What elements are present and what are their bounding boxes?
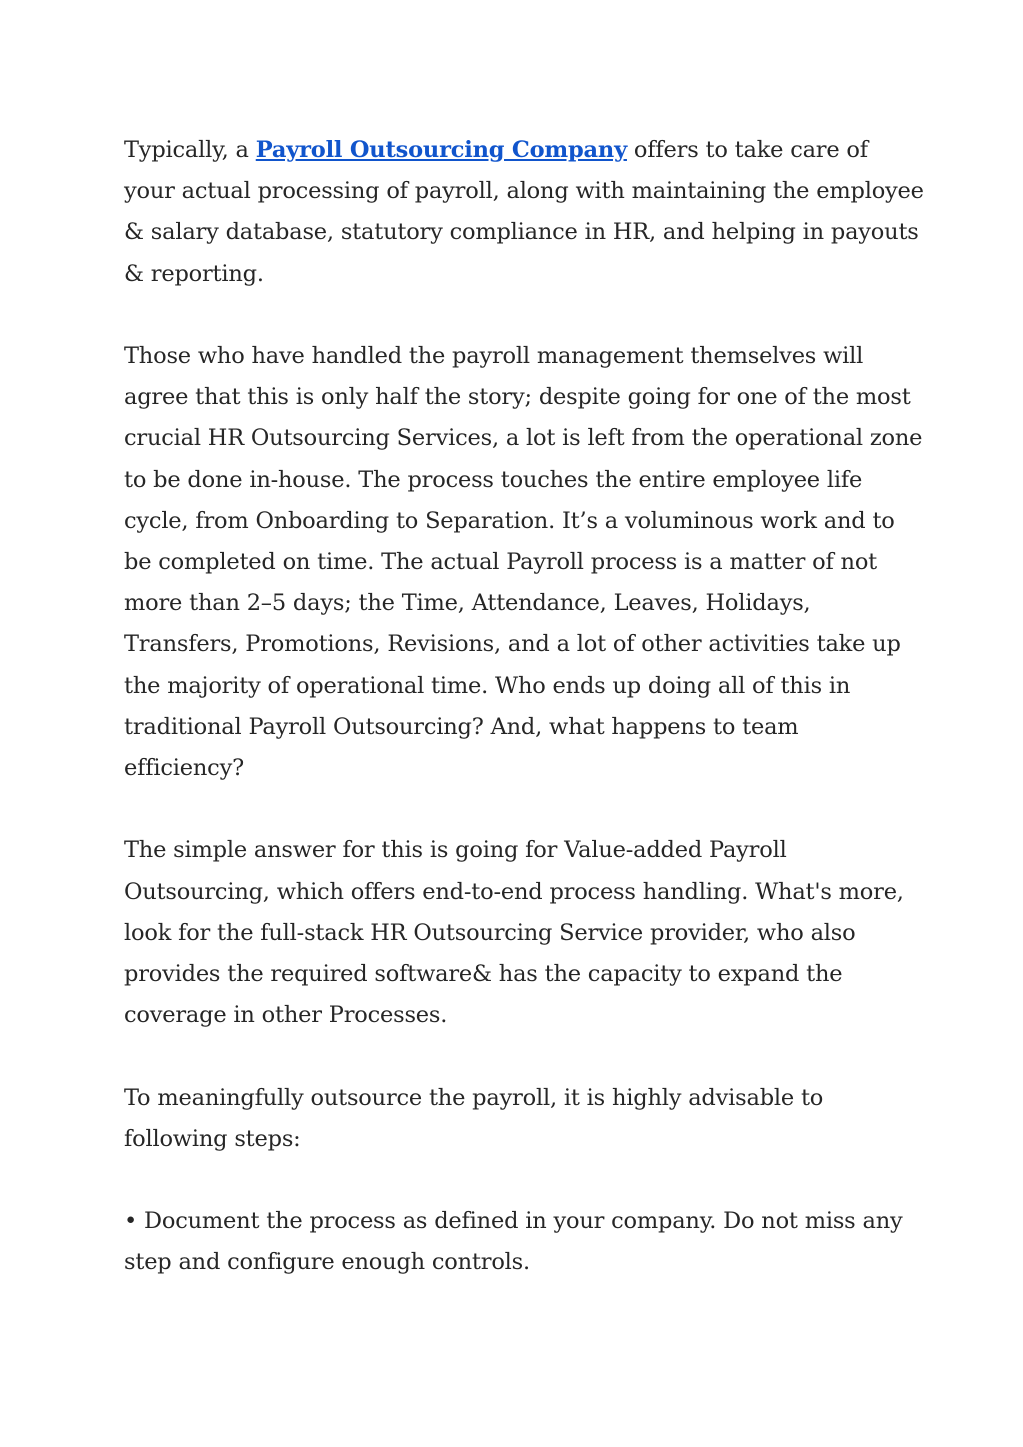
paragraph-payroll-management: Those who have handled the payroll management themselves will agree that this is only half the story; despite going for one of the most crucial HR Outsourcing Services, a lot is left from the operational zone to be done in-house. The process touches the entire employee life cycle, from Onboarding to Separation. It’s a voluminous work and to be completed on time. The actual Payroll process is a matter of not more than 2–5 days; the Time, Attendance, Leaves, Holidays, Transfers, Promotions, Revisions, and a lot of other activities take up the majority of operational time. Who ends up doing all of this in traditional Payroll Outsourcing? And, what happens to team efficiency? xyxy=(124,343,923,782)
paragraph-simple-answer: The simple answer for this is going for Value-added Payroll Outsourcing, which offers end-to-end process handling. What's more, look for the full-stack HR Outsourcing Service provider, who also provides the required software& has the capacity to expand the coverage in other Processes. xyxy=(124,837,904,1029)
intro-paragraph xyxy=(124,130,924,295)
bullet-document-process: • Document the process as defined in your company. Do not miss any step and configure enough controls. xyxy=(124,1208,903,1276)
paragraph-outsource-steps: To meaningfully outsource the payroll, it is highly advisable to following steps: xyxy=(124,1084,824,1152)
payroll-outsourcing-company-link[interactable]: Payroll Outsourcing Company xyxy=(255,137,627,163)
intro-text-after-link: offers to take care of your actual processing of payroll, along with maintaining the employee & salary database, statutory compliance in HR, and helping in payouts & reporting. xyxy=(124,137,924,287)
intro-text-before-link: Typically, a xyxy=(124,137,256,163)
document-body xyxy=(124,130,924,1284)
